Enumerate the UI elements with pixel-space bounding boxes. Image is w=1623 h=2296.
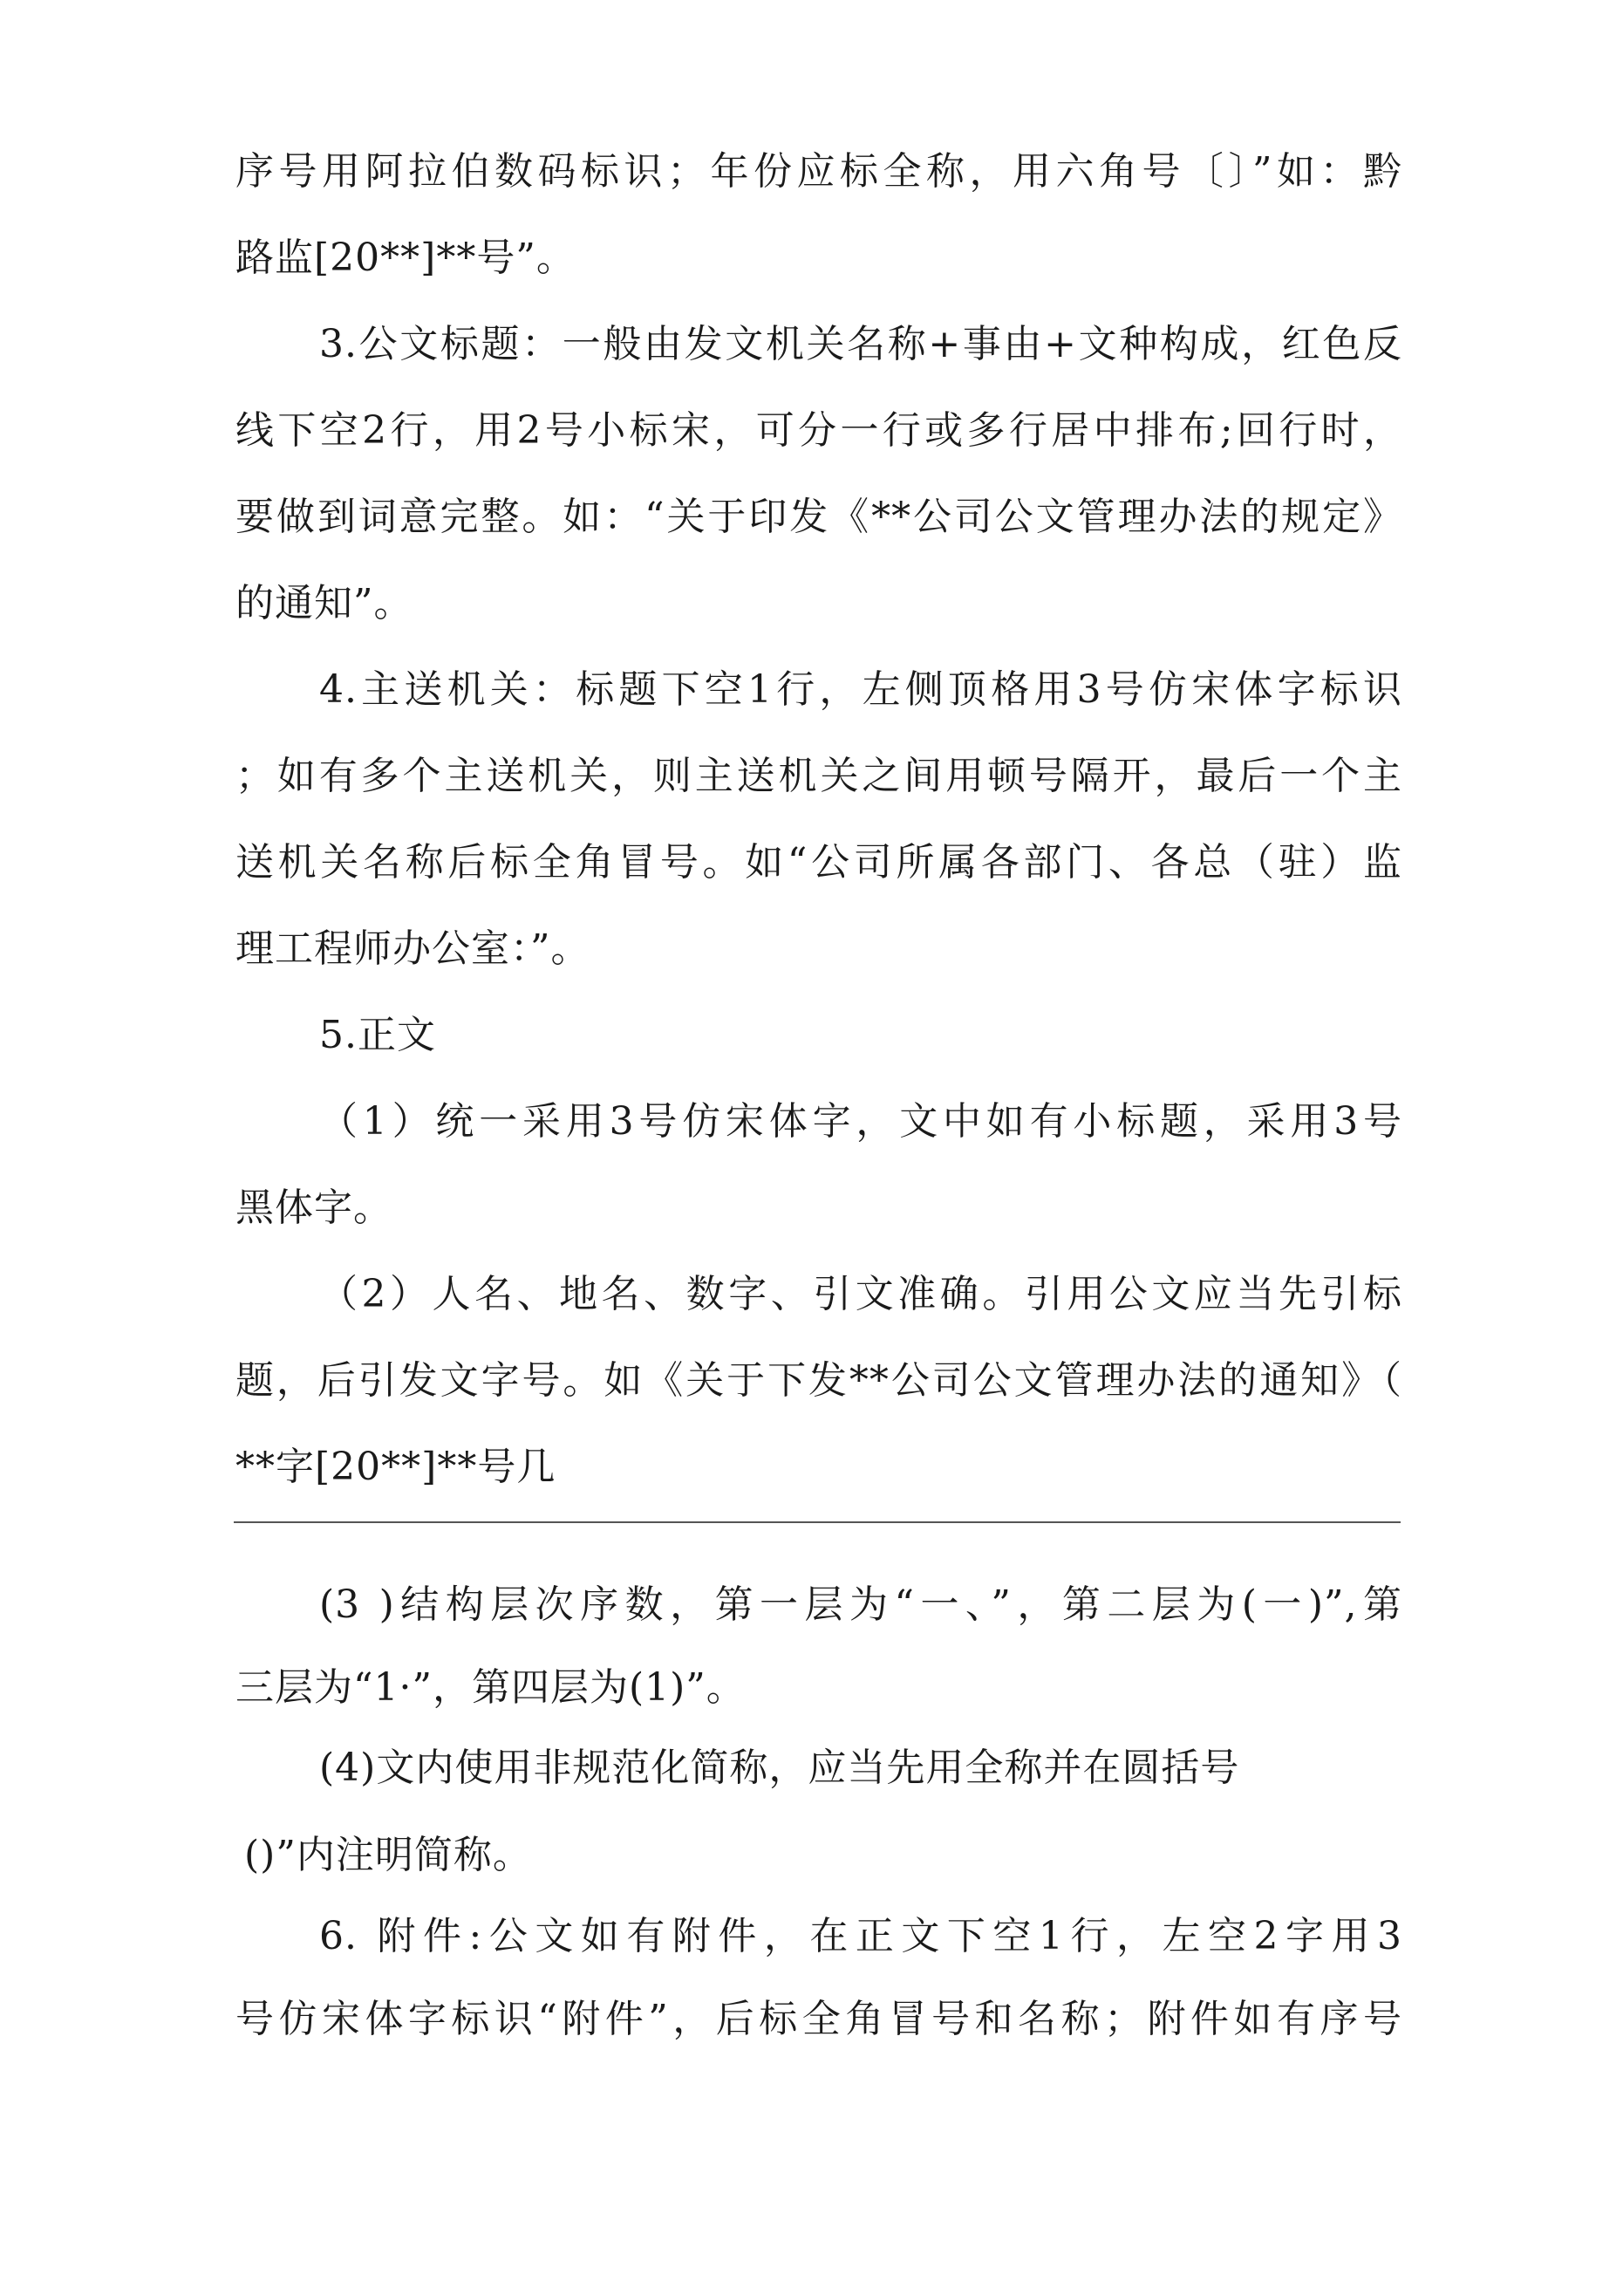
text-line: (3 )结构层次序数，第一层为“一、”，第二层为(一)”,第 bbox=[319, 1582, 1402, 1627]
text-line: （1）统一采用3号仿宋体字，文中如有小标题，采用3号 bbox=[319, 1099, 1402, 1144]
text-line: (4)文内使用非规范化简称，应当先用全称并在圆括号 bbox=[319, 1746, 1240, 1790]
text-line: 4.主送机关：标题下空1行，左侧顶格用3号仿宋体字标识 bbox=[319, 667, 1402, 712]
text-line: 黑体字。 bbox=[235, 1186, 392, 1230]
text-line: 题，后引发文字号。如《关于下发**公司公文管理办法的通知》（ bbox=[235, 1358, 1402, 1403]
text-line: 序号用阿拉伯数码标识；年份应标全称，用六角号〔〕”如：黔 bbox=[235, 149, 1402, 194]
text-line: 6. 附件:公文如有附件，在正文下空1行，左空2字用3 bbox=[319, 1914, 1402, 1958]
text-line: 的通知”。 bbox=[235, 581, 413, 625]
text-line: 线下空2行，用2号小标宋，可分一行或多行居中排布;回行时， bbox=[235, 408, 1402, 453]
text-line: 路监[20**]**号”。 bbox=[235, 236, 576, 280]
text-line: 三层为“1·”，第四层为(1)”。 bbox=[235, 1665, 746, 1710]
text-line: ()”内注明简称。 bbox=[244, 1833, 532, 1877]
page-divider bbox=[234, 1521, 1401, 1523]
text-line: 理工程师办公室：”。 bbox=[235, 926, 590, 971]
text-line: 3.公文标题：一般由发文机关名称+事由+文种构成，红色反 bbox=[319, 322, 1402, 366]
text-line: 号仿宋体字标识“附件”，后标全角冒号和名称；附件如有序号 bbox=[235, 1997, 1402, 2041]
text-line: （2）人名、地名、数字、引文准确。引用公文应当先引标 bbox=[319, 1272, 1402, 1316]
text-line: 送机关名称后标全角冒号。如“公司所属各部门、各总（驻）监 bbox=[235, 840, 1402, 885]
text-line: 要做到词意完整。如：“关于印发《**公司公文管理办法的规定》 bbox=[235, 495, 1402, 539]
text-line: **字[20**]**号几 bbox=[235, 1445, 556, 1489]
section-heading: 5.正文 bbox=[319, 1013, 436, 1057]
text-line: ；如有多个主送机关，则主送机关之间用顿号隔开，最后一个主 bbox=[235, 754, 1402, 798]
